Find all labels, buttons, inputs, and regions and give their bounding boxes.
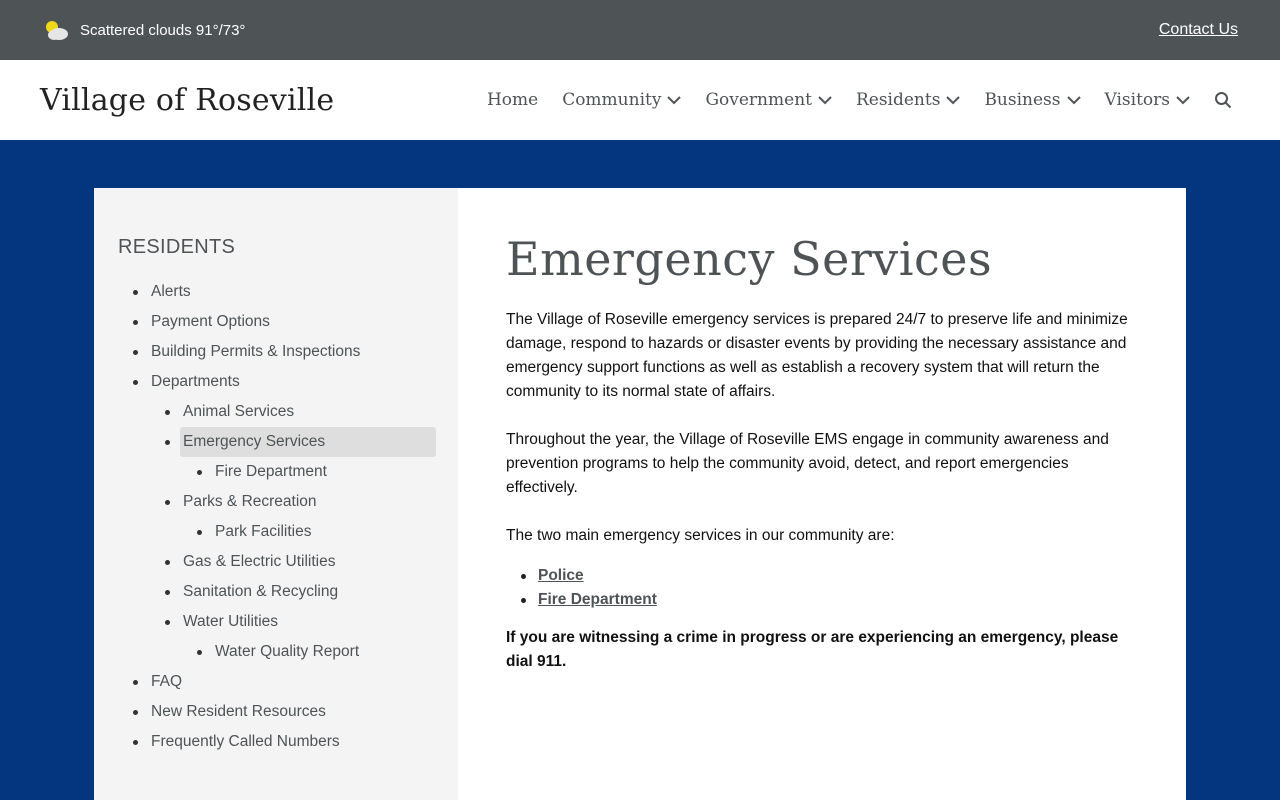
sidebar-item-new-resident-resources[interactable]: New Resident Resources [118,697,434,727]
sidebar-item-fire-department[interactable]: Fire Department [118,457,434,487]
sidebar-item-water-utilities[interactable]: Water Utilities [118,607,434,637]
site-header [0,60,1280,140]
sidebar-item-faq[interactable]: FAQ [118,667,434,697]
sidebar-item-park-facilities[interactable]: Park Facilities [118,517,434,547]
main-content [458,188,1186,800]
sidebar-item-departments[interactable]: Departments [118,367,434,397]
awareness-paragraph: Throughout the year, the Village of Roseville EMS engage in community awareness and prevention programs to help the community avoid, detect, and report emergencies effectively. [506,431,1109,496]
page-panel [94,188,1186,800]
emergency-notice: If you are witnessing a crime in progress or are experiencing an emergency, please dial 911. [506,629,1119,670]
weather-text: Scattered clouds 91°/73° [80,21,246,39]
contact-us-link[interactable]: Contact Us [1158,21,1238,38]
sidebar-item-payment-options[interactable]: Payment Options [118,307,434,337]
sidebar-nav [118,277,434,757]
sidebar-item-sanitation[interactable]: Sanitation & Recycling [118,577,434,607]
intro-paragraph: The Village of Roseville emergency services is prepared 24/7 to preserve life and minimize damage, respond to hazards or disaster events by providing the necessary assistance and emergency support functions as well as establish a recovery system that will return the community to its normal state of affairs. [506,311,1128,400]
nav-government[interactable] [705,90,832,110]
nav-visitors[interactable] [1105,90,1191,110]
site-title[interactable]: Village of Roseville [40,82,335,118]
nav-label: Residents [855,90,941,110]
services-list [506,564,1138,612]
chevron-down-icon [946,96,960,105]
sidebar-item-building-permits[interactable]: Building Permits & Inspections [118,337,434,367]
top-bar [0,0,1280,60]
nav-home[interactable] [487,90,538,110]
search-icon[interactable] [1214,91,1232,109]
sidebar-item-parks-recreation[interactable]: Parks & Recreation [118,487,434,517]
nav-label: Business [984,90,1061,110]
nav-label: Home [486,90,539,110]
partly-cloudy-icon [44,19,70,41]
sidebar-item-alerts[interactable]: Alerts [118,277,434,307]
sidebar-item-gas-electric[interactable]: Gas & Electric Utilities [118,547,434,577]
sidebar-item-water-quality-report[interactable]: Water Quality Report [118,637,434,667]
sidebar-item-frequently-called-numbers[interactable]: Frequently Called Numbers [118,727,434,757]
sidebar-item-emergency-services[interactable]: Emergency Services [180,427,436,457]
fire-department-link[interactable]: Fire Department [538,591,657,608]
sidebar [94,188,458,800]
list-item [506,588,1138,612]
services-intro: The two main emergency services in our community are: [506,527,895,544]
police-link[interactable]: Police [538,567,584,584]
page-title: Emergency Services [506,232,993,286]
nav-community[interactable] [562,90,681,110]
chevron-down-icon [667,96,681,105]
nav-business[interactable] [984,90,1080,110]
chevron-down-icon [1067,96,1081,105]
nav-label: Community [562,90,662,110]
weather-widget [44,19,245,41]
list-item [506,564,1138,588]
sidebar-title[interactable]: RESIDENTS [118,236,236,258]
nav-label: Visitors [1104,90,1170,110]
sidebar-item-animal-services[interactable]: Animal Services [118,397,434,427]
main-nav [463,90,1232,110]
chevron-down-icon [1176,96,1190,105]
nav-label: Government [705,90,812,110]
nav-residents[interactable] [856,90,960,110]
chevron-down-icon [818,96,832,105]
